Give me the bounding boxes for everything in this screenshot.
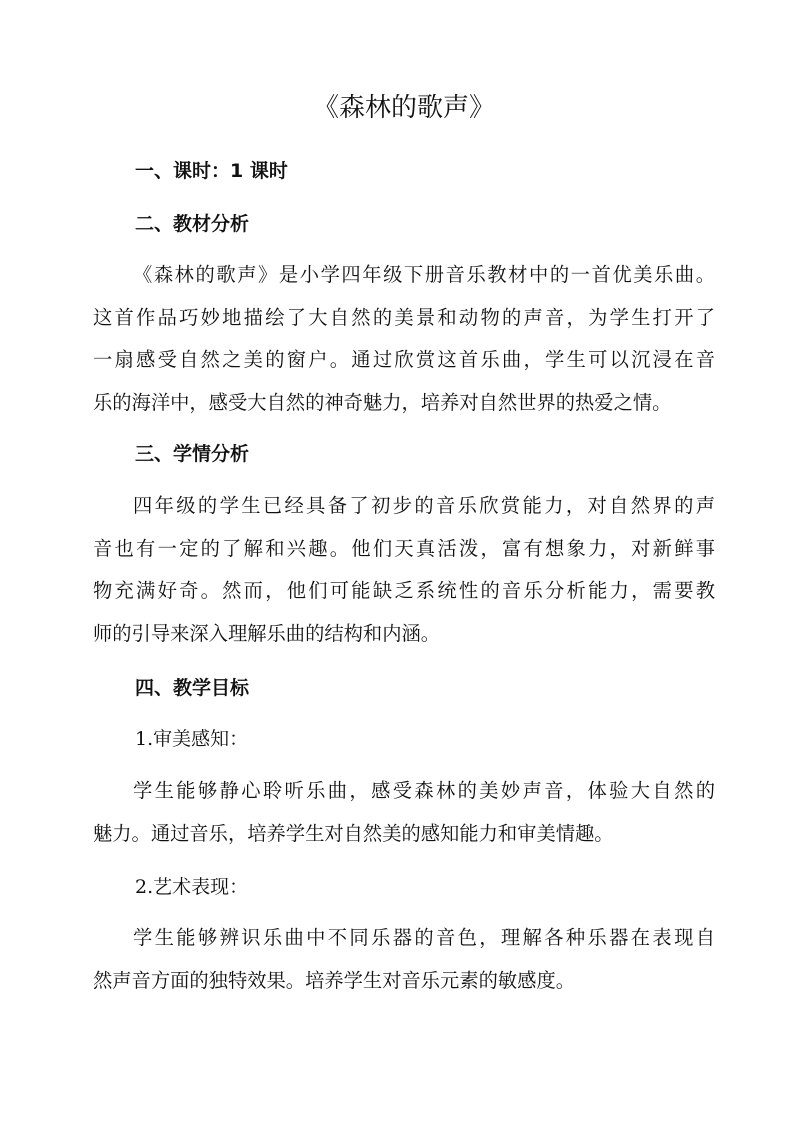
- section-heading-class-hours: 一、课时：1 课时: [135, 160, 288, 182]
- section-heading-learner-analysis: 三、学情分析: [135, 443, 250, 465]
- material-analysis-paragraph: [93, 254, 715, 424]
- paragraph-line: 四年级的学生已经具备了初步的音乐欣赏能力，对自然界的声: [133, 494, 715, 517]
- learner-analysis-paragraph: [93, 485, 715, 655]
- paragraph-line: 一扇感受自然之美的窗户。通过欣赏这首乐曲，学生可以沉浸在音: [93, 348, 715, 371]
- paragraph-line: 音也有一定的了解和兴趣。他们天真活泼，富有想象力，对新鲜事: [93, 536, 715, 560]
- goal-heading-artistic-expression: 2.艺术表现：: [135, 876, 249, 898]
- paragraph-line: 学生能够静心聆听乐曲，感受森林的美妙声音，体验大自然的: [133, 779, 715, 802]
- paragraph-line: 物充满好奇。然而，他们可能缺乏系统性的音乐分析能力，需要教: [93, 579, 715, 602]
- paragraph-line: 乐的海洋中，感受大自然的神奇魅力，培养对自然世界的热爱之情。: [93, 390, 672, 414]
- section-heading-teaching-goals: 四、教学目标: [135, 677, 250, 699]
- page-title: 《森林的歌声》: [312, 93, 495, 123]
- aesthetic-perception-paragraph: [93, 770, 715, 855]
- paragraph-line: 师的引导来深入理解乐曲的结构和内涵。: [93, 621, 441, 645]
- paragraph-line: 魅力。通过音乐，培养学生对自然美的感知能力和审美情趣。: [93, 821, 614, 845]
- paragraph-line: 学生能够辨识乐曲中不同乐器的音色，理解各种乐器在表现自: [133, 926, 715, 949]
- section-heading-material-analysis: 二、教材分析: [135, 213, 250, 235]
- artistic-expression-paragraph: [93, 917, 715, 1002]
- paragraph-line: 《森林的歌声》是小学四年级下册音乐教材中的一首优美乐曲。: [133, 263, 715, 286]
- paragraph-line: 这首作品巧妙地描绘了大自然的美景和动物的声音，为学生打开了: [93, 305, 715, 329]
- paragraph-line: 然声音方面的独特效果。培养学生对音乐元素的敏感度。: [93, 968, 576, 992]
- goal-heading-aesthetic-perception: 1.审美感知：: [135, 728, 249, 750]
